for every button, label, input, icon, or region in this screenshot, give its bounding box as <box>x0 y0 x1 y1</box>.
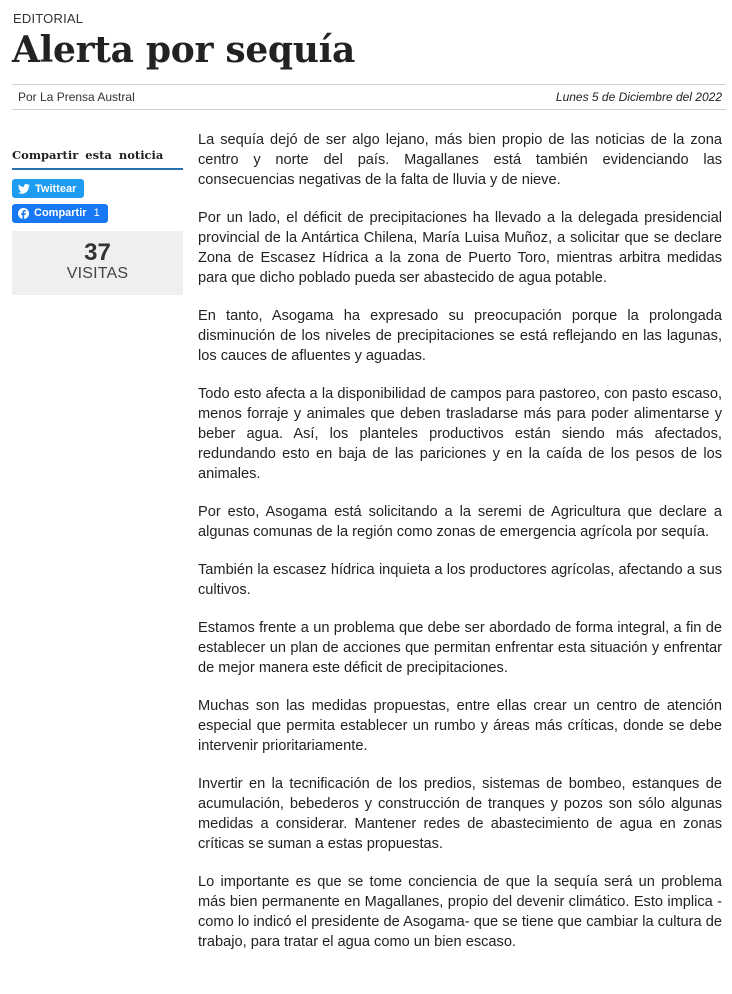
section-label: EDITORIAL <box>13 11 84 26</box>
twitter-share-label: Twittear <box>35 182 77 195</box>
visits-label: VISITAS <box>66 264 129 282</box>
article-paragraph: Invertir en la tecnificación de los predios, sistemas de bombeo, estanques de acumulación, bebederos y construcción de tranques y pozos son sólo algunas medidas a considerar. Mantener redes de abastecimiento de agua en zonas críticas se suman a estas propuestas. <box>198 776 722 852</box>
visits-counter <box>12 231 183 295</box>
article-paragraph: En tanto, Asogama ha expresado su preocupación porque la prolongada disminución de los niveles de precipitaciones se está reflejando en las lagunas, los cauces de afluentes y aguadas. <box>198 308 722 364</box>
facebook-share-count: 1 <box>93 207 100 219</box>
article-headline: Alerta por sequía <box>12 29 356 71</box>
byline-bar <box>12 84 726 110</box>
article-paragraph: Lo importante es que se tome conciencia de que la sequía será un problema más bien permanente en Magallanes, propio del devenir climático. Esto implica -como lo indicó el presidente de Asogama- que se tiene que cambiar la cultura de trabajo, para tratar el agua como un bien escaso. <box>198 874 722 950</box>
article-paragraph: También la escasez hídrica inquieta a los productores agrícolas, afectando a sus cultivos. <box>198 562 722 598</box>
facebook-share-label: Compartir <box>34 207 87 219</box>
facebook-logo-icon <box>18 208 29 219</box>
article-paragraph: Muchas son las medidas propuestas, entre ellas crear un centro de atención especial que permita establecer un rumbo y áreas más críticas, donde se debe intervenir prioritariamente. <box>198 698 722 754</box>
article-body <box>198 130 722 970</box>
article-paragraph: Por un lado, el déficit de precipitaciones ha llevado a la delegada presidencial provincial de la Antártica Chilena, María Luisa Muñoz, a solicitar que se declare Zona de Escasez Hídrica a la zona de Puerto Toro, mientras arbitra medidas para que dicho poblado pueda ser abastecido de agua potable. <box>198 210 722 286</box>
visits-count: 37 <box>84 238 111 266</box>
article-paragraph: La sequía dejó de ser algo lejano, más bien propio de las noticias de la zona centro y norte del país. Magallanes está también evidenciando las consecuencias negativas de la falta de lluvia y de nieve. <box>198 132 722 188</box>
sidebar <box>12 148 183 295</box>
byline-date: Lunes 5 de Diciembre del 2022 <box>555 90 722 104</box>
article-paragraph: Todo esto afecta a la disponibilidad de campos para pastoreo, con pasto escaso, menos forraje y animales que deben trasladarse más para poder alimentarse y beber agua. Así, los planteles productivos están siendo más afectados, redundando esto en baja de las pariciones y en la caída de los pesos de los animales. <box>198 386 722 482</box>
share-title: Compartir esta noticia <box>12 148 183 170</box>
article-paragraph: Por esto, Asogama está solicitando a la seremi de Agricultura que declare a algunas comunas de la región como zonas de emergencia agrícola por sequía. <box>198 504 722 540</box>
twitter-share-button[interactable] <box>12 179 84 198</box>
facebook-share-button[interactable] <box>12 204 108 223</box>
byline-author: Por La Prensa Austral <box>18 90 135 104</box>
article-paragraph: Estamos frente a un problema que debe ser abordado de forma integral, a fin de establecer un plan de acciones que permitan enfrentar esta situación y enfrentar de mejor manera este déficit de precipitaciones. <box>198 620 722 676</box>
twitter-bird-icon <box>18 184 30 194</box>
